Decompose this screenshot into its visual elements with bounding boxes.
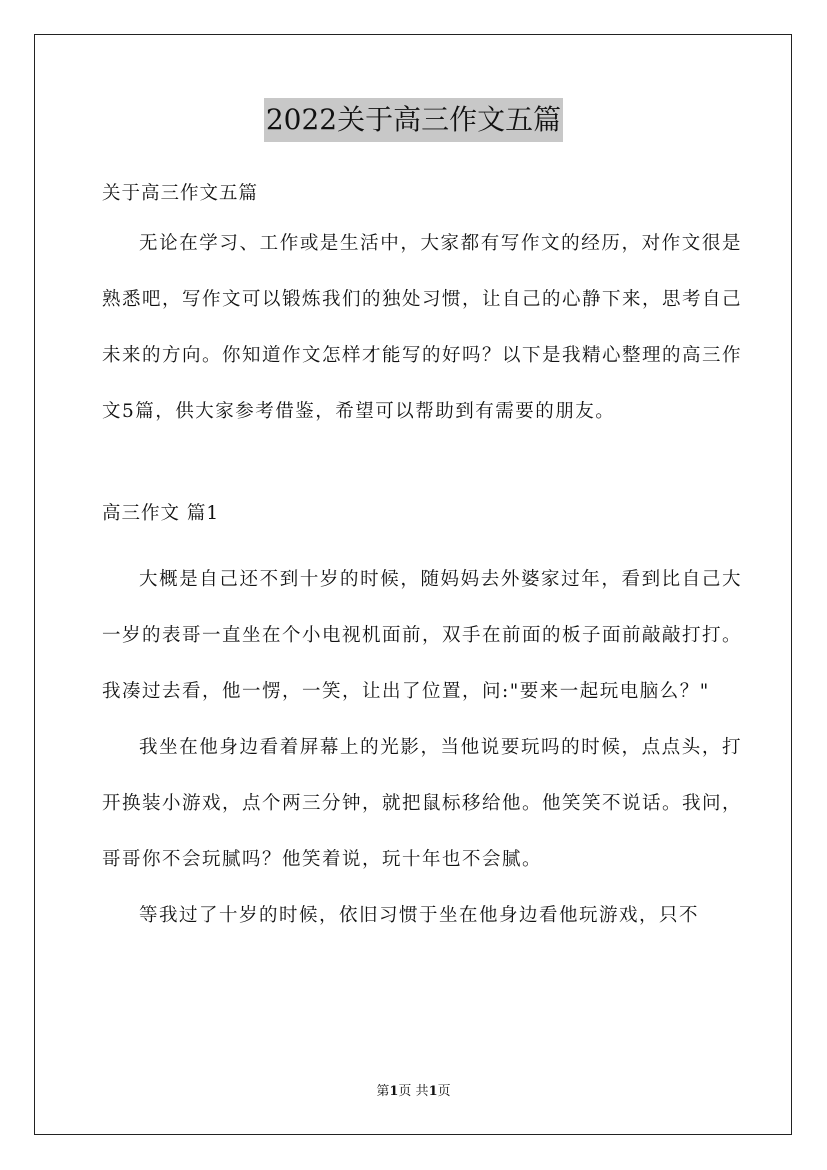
footer-page-number: 1 bbox=[389, 1084, 399, 1099]
footer-page-mid: 页 共 bbox=[398, 1084, 429, 1099]
document-body bbox=[102, 172, 742, 944]
body-paragraph: 大概是自己还不到十岁的时候，随妈妈去外婆家过年，看到比自己大一岁的表哥一直坐在个小电视机面前，双手在前面的板子面前敲敲打打。我凑过去看，他一愣，一笑，让出了位置，问:"要来一起玩电脑么？" bbox=[102, 569, 743, 702]
section-heading: 高三作文 篇1 bbox=[102, 503, 220, 524]
footer-page-total: 1 bbox=[428, 1084, 438, 1099]
footer-page-suffix: 页 bbox=[437, 1084, 451, 1099]
intro-paragraph: 无论在学习、工作或是生活中，大家都有写作文的经历，对作文很是熟悉吧，写作文可以锻炼我们的独处习惯，让自己的心静下来，思考自己未来的方向。你知道作文怎样才能写的好吗？以下是我精心整理的高三作文5篇，供大家参考借鉴，希望可以帮助到有需要的朋友。 bbox=[102, 233, 743, 422]
page-footer bbox=[0, 1082, 827, 1102]
footer-page-prefix: 第 bbox=[376, 1084, 390, 1099]
spacer bbox=[102, 440, 742, 474]
title-container bbox=[0, 98, 827, 142]
document-subtitle: 关于高三作文五篇 bbox=[102, 183, 259, 204]
body-paragraph: 我坐在他身边看着屏幕上的光影，当他说要玩吗的时候，点点头，打开换装小游戏，点个两三分钟，就把鼠标移给他。他笑笑不说话。我问，哥哥你不会玩腻吗？他笑着说，玩十年也不会腻。 bbox=[102, 737, 743, 870]
document-title: 2022关于高三作文五篇 bbox=[264, 98, 563, 142]
body-paragraph: 等我过了十岁的时候，依旧习惯于坐在他身边看他玩游戏，只不 bbox=[139, 905, 700, 926]
